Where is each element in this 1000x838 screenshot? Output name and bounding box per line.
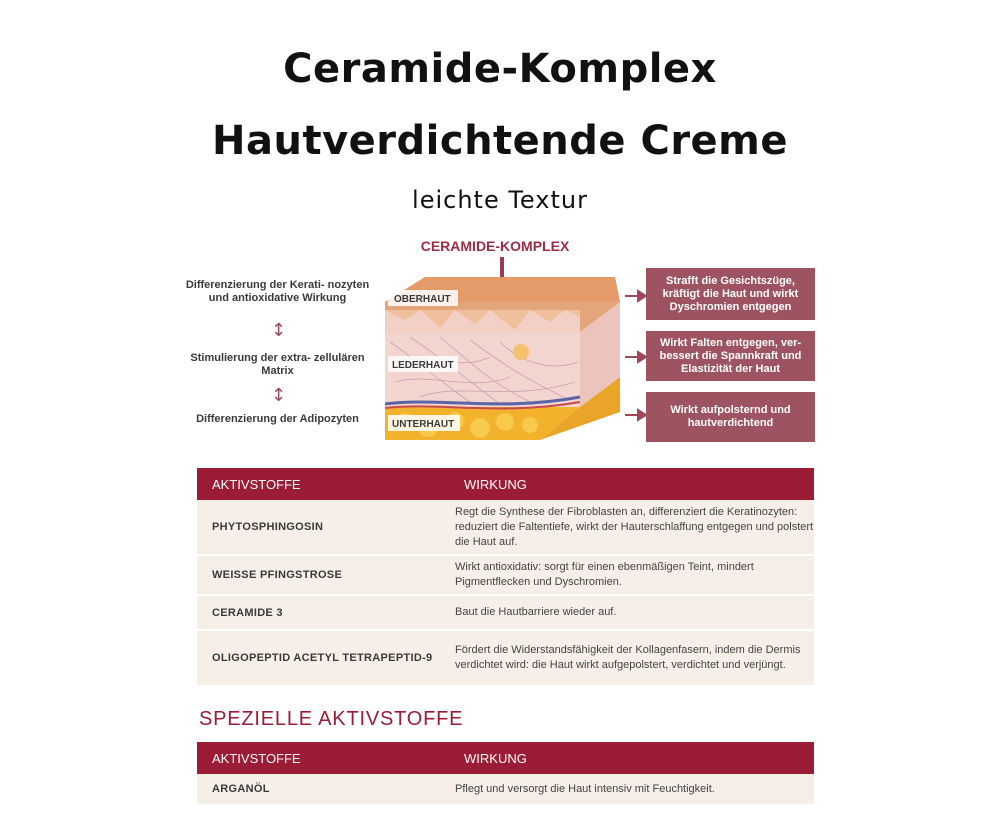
section-title-special: SPEZIELLE AKTIVSTOFFE (199, 708, 464, 730)
table-row (197, 631, 814, 687)
layer-label-unterhaut: UNTERHAUT (392, 419, 455, 430)
table-row (197, 556, 814, 596)
ingredient-name: WEISSE PFINGSTROSE (212, 569, 343, 581)
subtitle: leichte Textur (412, 186, 588, 214)
table-row (197, 500, 814, 556)
skin-layers-diagram (380, 232, 650, 448)
layer-label-lederhaut: LEDERHAUT (392, 360, 454, 371)
ingredient-effect: Pflegt und versorgt die Haut intensiv mit Feuchtigkeit. (455, 782, 715, 795)
ingredient-name: PHYTOSPHINGOSIN (212, 521, 324, 533)
ingredient-name: CERAMIDE 3 (212, 606, 283, 619)
double-arrow-icon: ↕ (271, 385, 287, 406)
step-adipocytes: Differenzierung der Adipozyten (196, 413, 359, 425)
double-arrow-icon: ↕ (271, 320, 287, 341)
ingredient-effect: Regt die Synthese der Fibroblasten an, differenziert die Keratinozyten: reduziert die Faltentiefe, wirkt der Hauterschlaffung entgegen und polstert die Haut auf. (455, 505, 814, 548)
ingredient-effect: Wirkt antioxidativ: sorgt für einen ebenmäßigen Teint, mindert Pigmentflecken und Dyschromien. (455, 561, 754, 588)
ingredient-name: OLIGOPEPTID ACETYL TETRAPEPTID-9 (212, 652, 433, 664)
table-header (197, 742, 814, 774)
diagram-label: CERAMIDE-KOMPLEX (420, 238, 570, 254)
step-keratinocytes: Differenzierung der Kerati- nozyten und antioxidative Wirkung (185, 279, 370, 304)
title-line-1: Ceramide-Komplex (283, 46, 717, 92)
column-header-ingredients: AKTIVSTOFFE (212, 476, 301, 492)
column-header-effect: WIRKUNG (464, 750, 527, 766)
table-header (197, 468, 814, 500)
layer-label-oberhaut: OBERHAUT (394, 294, 451, 305)
benefit-box-hypodermis: Wirkt aufpolsternd und hautverdichtend (646, 392, 815, 442)
ingredient-effect: Fördert die Widerstandsfähigkeit der Kollagenfasern, indem die Dermis verdichtet wird: die Haut wirkt aufgepolstert, verdichtet und verjüngt. (455, 644, 801, 671)
step-matrix: Stimulierung der extra- zellulären Matrix (190, 352, 365, 377)
column-header-effect: WIRKUNG (464, 476, 527, 492)
ingredient-effect: Baut die Hautbarriere wieder auf. (455, 606, 617, 618)
table-row (197, 596, 814, 631)
title-line-2: Hautverdichtende Creme (212, 118, 788, 164)
table-row (197, 774, 814, 806)
active-ingredients-table (197, 468, 814, 687)
benefit-box-epidermis: Strafft die Gesichtszüge, kräftigt die Haut und wirkt Dyschromien entgegen (646, 268, 815, 320)
column-header-ingredients: AKTIVSTOFFE (212, 750, 301, 766)
ingredient-name: ARGANÖL (212, 783, 270, 795)
benefit-box-dermis: Wirkt Falten entgegen, ver- bessert die Spannkraft und Elastizität der Haut (646, 331, 815, 381)
special-ingredients-table (197, 742, 814, 806)
